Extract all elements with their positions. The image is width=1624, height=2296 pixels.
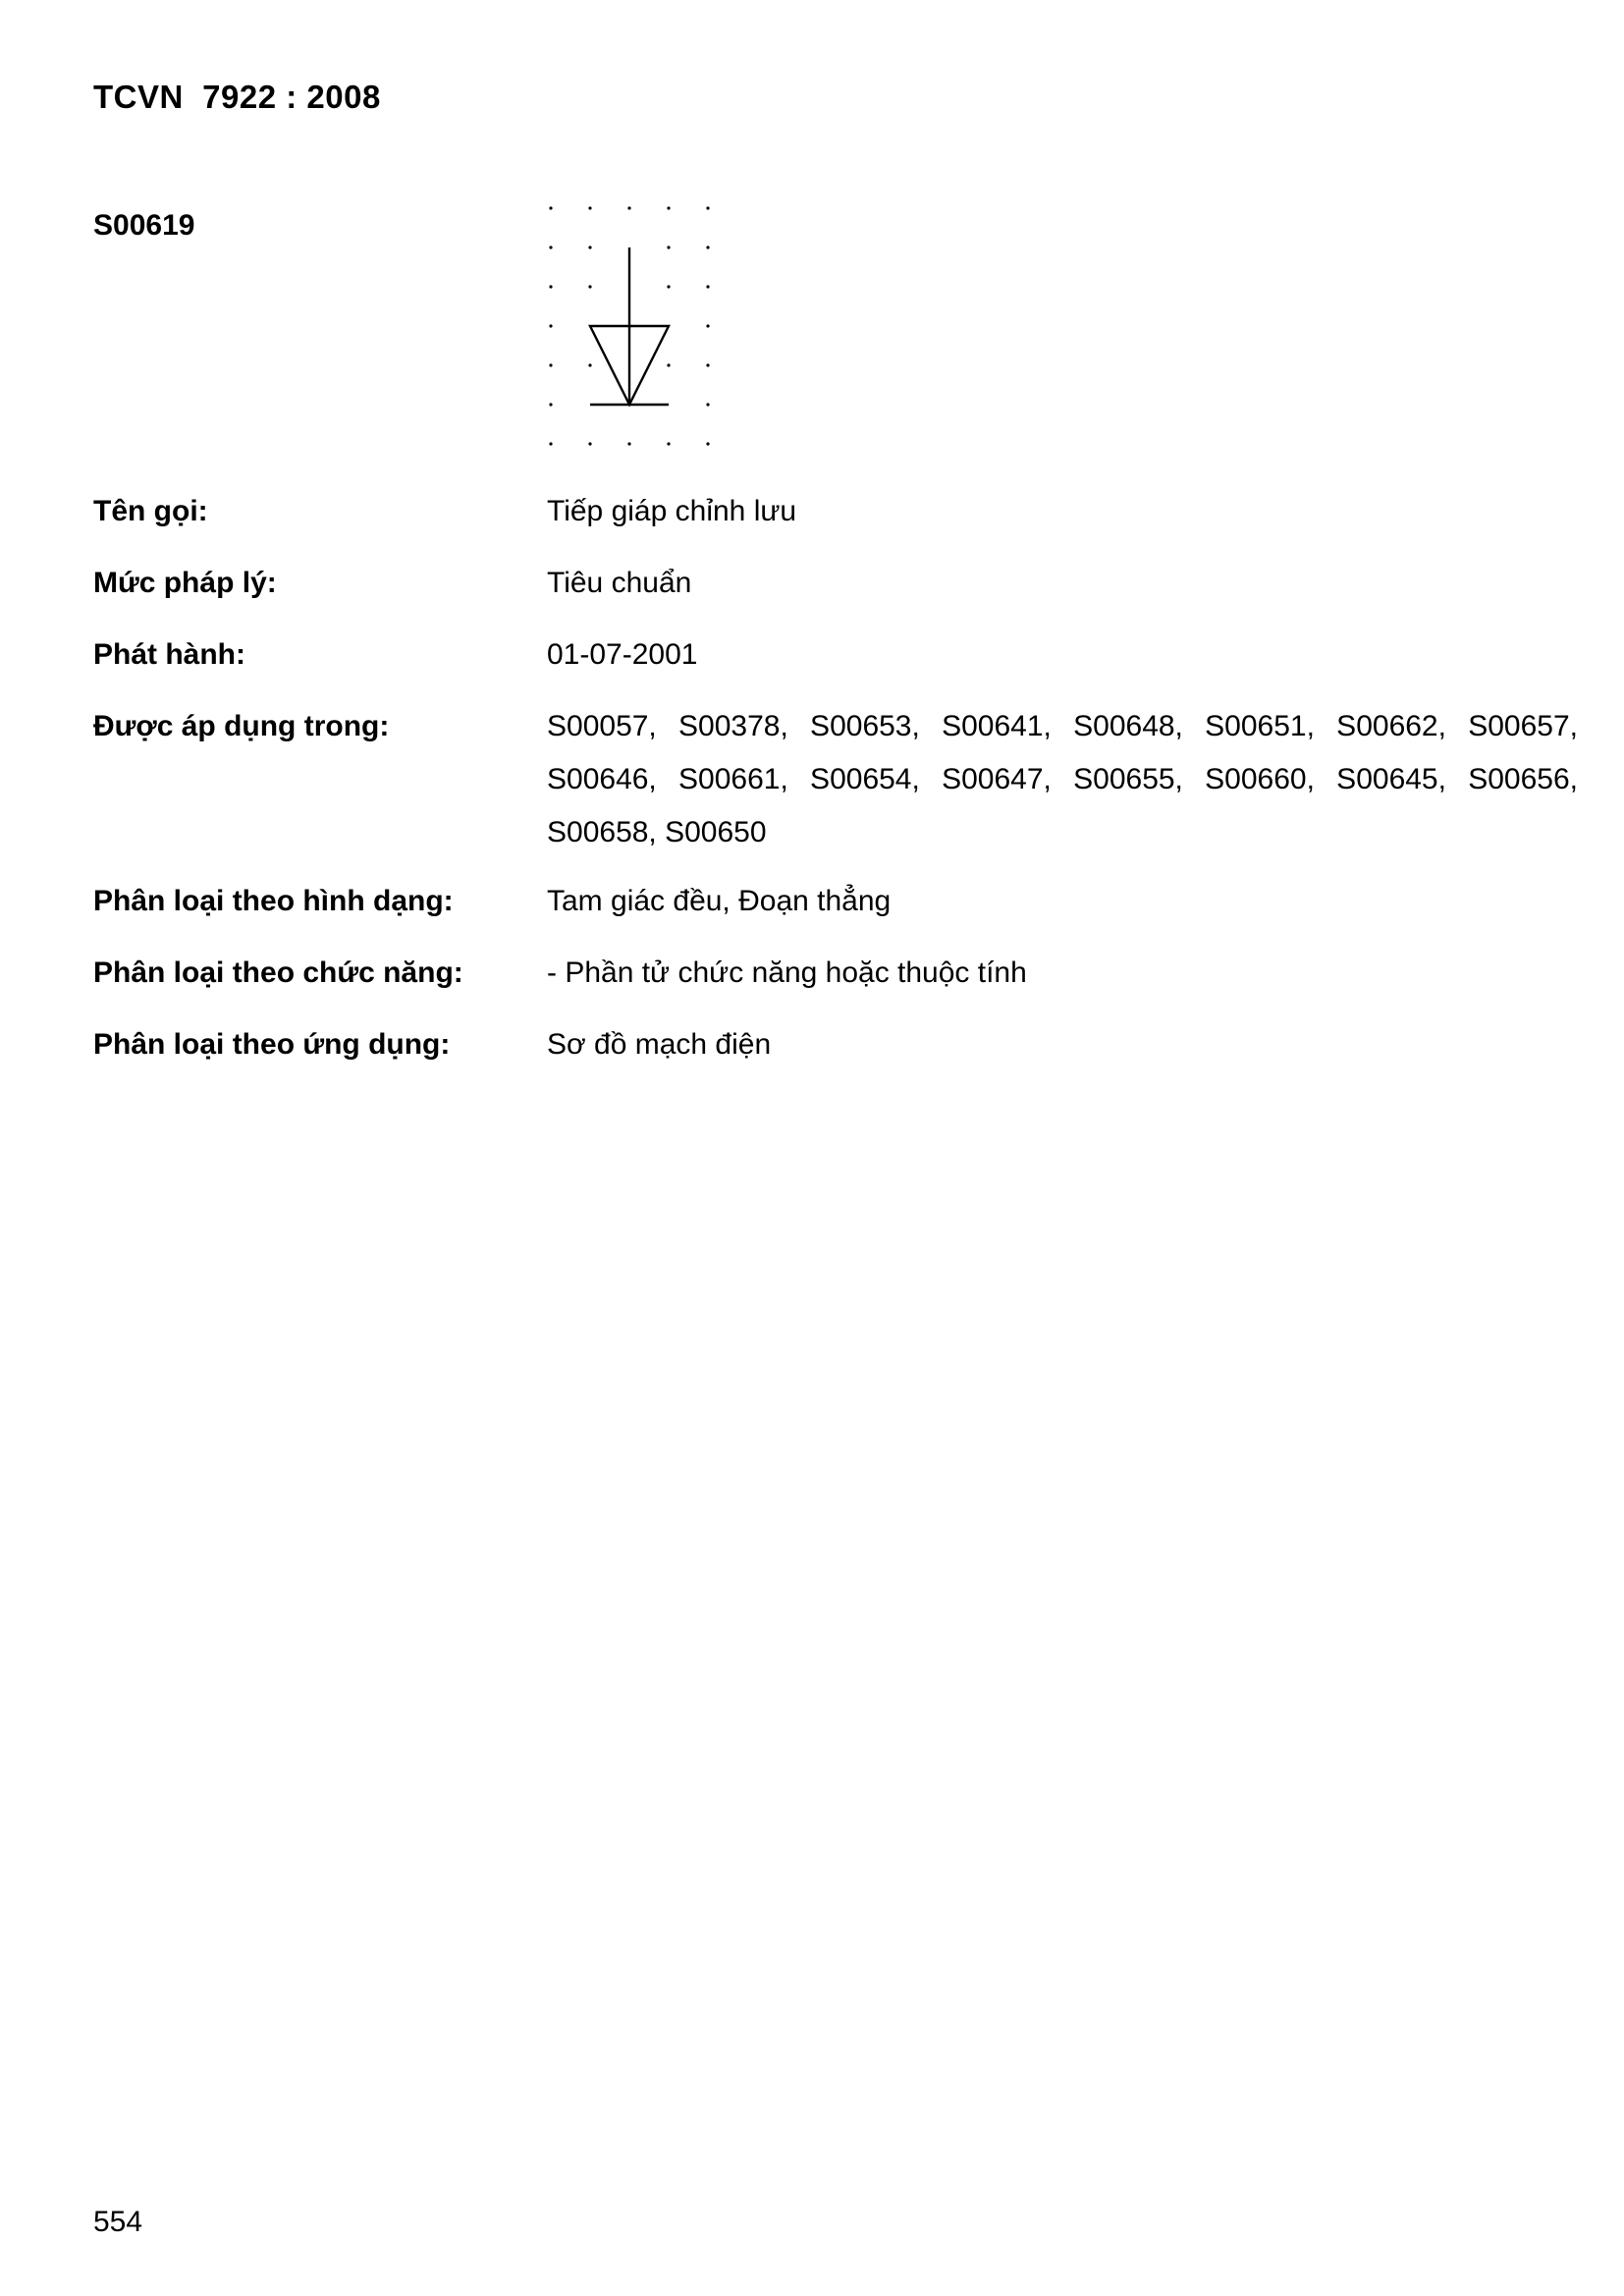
field-value: - Phần tử chức năng hoặc thuộc tính (547, 957, 1027, 989)
field-value: Sơ đồ mạch điện (547, 1028, 772, 1061)
symbol-code: S00619 (93, 209, 195, 242)
field-label: Được áp dụng trong: (93, 710, 390, 742)
field-label: Tên gọi: (93, 495, 208, 527)
field-value: 01-07-2001 (547, 638, 698, 671)
field-label: Phân loại theo ứng dụng: (93, 1028, 451, 1061)
field-label: Phân loại theo chức năng: (93, 957, 463, 989)
field-label: Phát hành: (93, 638, 245, 671)
field-label: Phân loại theo hình dạng: (93, 885, 454, 917)
field-row-issued (93, 629, 1488, 682)
field-value: Tiêu chuẩn (547, 567, 692, 599)
field-row-application-class (93, 1018, 1488, 1071)
field-row-name (93, 485, 1488, 538)
field-row-legal-level (93, 557, 1488, 610)
field-row-function-class (93, 947, 1488, 1000)
field-label: Mức pháp lý: (93, 567, 277, 599)
symbol-strokes (590, 247, 669, 406)
rectifier-junction-symbol-icon (538, 196, 725, 462)
field-value: Tiếp giáp chỉnh lưu (547, 495, 797, 527)
document-header: TCVN 7922 : 2008 (93, 79, 381, 115)
field-value: S00057, S00378, S00653, S00641, S00648, S00651, S00662, S00657, S00646, S00661, S00654, S00647, S00655, S00660, S00645, S00656, S00658, S00650 (547, 710, 1578, 848)
field-row-shape-class (93, 875, 1488, 928)
field-row-applied-in (93, 700, 1578, 859)
field-value: Tam giác đều, Đoạn thẳng (547, 885, 892, 917)
page-number: 554 (93, 2206, 143, 2238)
